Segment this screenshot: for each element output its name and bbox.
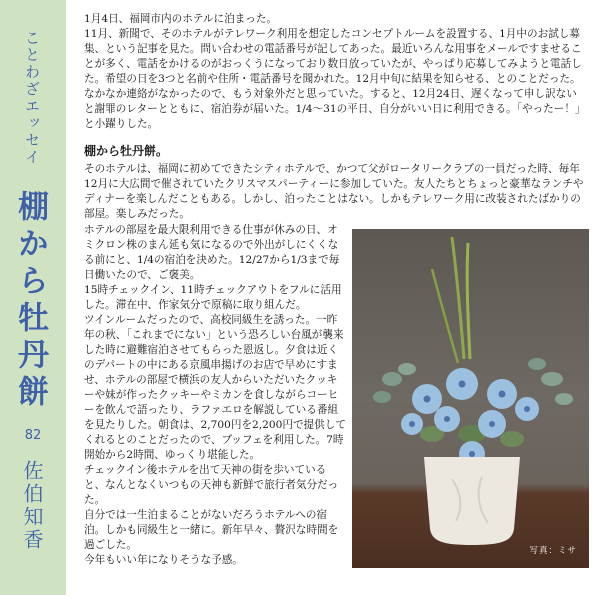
body-column xyxy=(84,223,346,568)
flower-arrangement-icon xyxy=(352,229,589,568)
intro-text xyxy=(84,12,584,132)
author-name: 佐伯知香 xyxy=(20,460,44,552)
intro-paragraph: 1月4日、福岡市内のホテルに泊まった。 xyxy=(84,13,278,25)
body-paragraph: 今年もいい年になりそうな予感。 xyxy=(84,554,243,566)
body-full-width xyxy=(84,162,584,222)
body-paragraph: チェックイン後ホテルを出て天神の街を歩いていると、なんとなくいつもの天神も新鮮で旅行者気分だった。 xyxy=(84,464,339,506)
essay-title: 棚から牡丹餅 xyxy=(12,190,48,412)
body-paragraph: ツインルームだったので、高校同級生を誘った。一昨年の秋、「これまでにない」という恐ろしい台風が襲来した時に避難宿泊させてもらった恩返し。夕食は近くのデパートの中にある京風串揚げのお店で早めにすませ、ホテルの部屋で横浜の友人からいただいたクッキーや妹が作ったクッキーやミカンを食しながらコーヒーを飲んで語ったり、ラファエロを解説している番組を見たりした。朝食は、2,700円を2,200円で提供してくれるとのことだったので、ブッフェを利用した。7時開始から2時間、ゆっくり堪能した。 xyxy=(84,314,346,461)
body-paragraph: 自分では一生泊まることがないだろうホテルへの宿泊。しかも同級生と一緒に。新年早々、贅沢な時間を過ごした。 xyxy=(84,509,339,551)
body-paragraph: ホテルの部屋を最大限利用できる仕事が休みの日、オミクロン株のまん延も気になるので外出がしにくくなる前にと、1/4の宿泊を決めた。12/27から1/3まで毎日働いたので、ご褒美。 xyxy=(84,224,340,281)
photo-credit: 写真：ミサ xyxy=(529,546,577,556)
title-sidebar xyxy=(0,0,66,595)
body-paragraph: そのホテルは、福岡に初めてできたシティホテルで、かつて父がロータリークラブの一員だった時、毎年12月に大広間で催されていたクリスマスパーティーに参加していた。友人たちとちょっと豪華なランチやディナーを楽しんだこともある。しかし、泊ったことはない。しかもテレワーク用に改装されたばかりの部屋。楽しみだった。 xyxy=(84,163,584,220)
body-paragraph: 15時チェックイン、11時チェックアウトをフルに活用した。滞在中、作家気分で原稿に取り組んだ。 xyxy=(84,284,342,311)
series-label: ことわざエッセイ xyxy=(23,30,41,166)
subheading: 棚から牡丹餅。 xyxy=(84,144,169,158)
essay-number: 82 xyxy=(24,428,42,443)
flower-arrangement-image xyxy=(352,229,589,568)
intro-paragraph: 11月、新聞で、そのホテルがテレワーク利用を想定したコンセプトルームを設置する、1月中のお試し募集、という記事を見た。問い合わせの電話番号が記してあった。最近いろんな用事をメールですませることが多く、電話をかけるのがおっくうになっており数日放っていたが、やっぱり応募してみようと電話した。希望の日を3つと名前や住所・電話番号を聞かれた。12月中旬に結果を知らせる、とのことだった。なかなか連絡がなかったので、もう対象外だと思っていた。すると、12月24日、遅くなって申し訳ないと謝罪のレターとともに、宿泊券が届いた。1/4～31の平日、自分がいい日に利用できる。「やったー！」と小躍りした。 xyxy=(84,28,582,130)
